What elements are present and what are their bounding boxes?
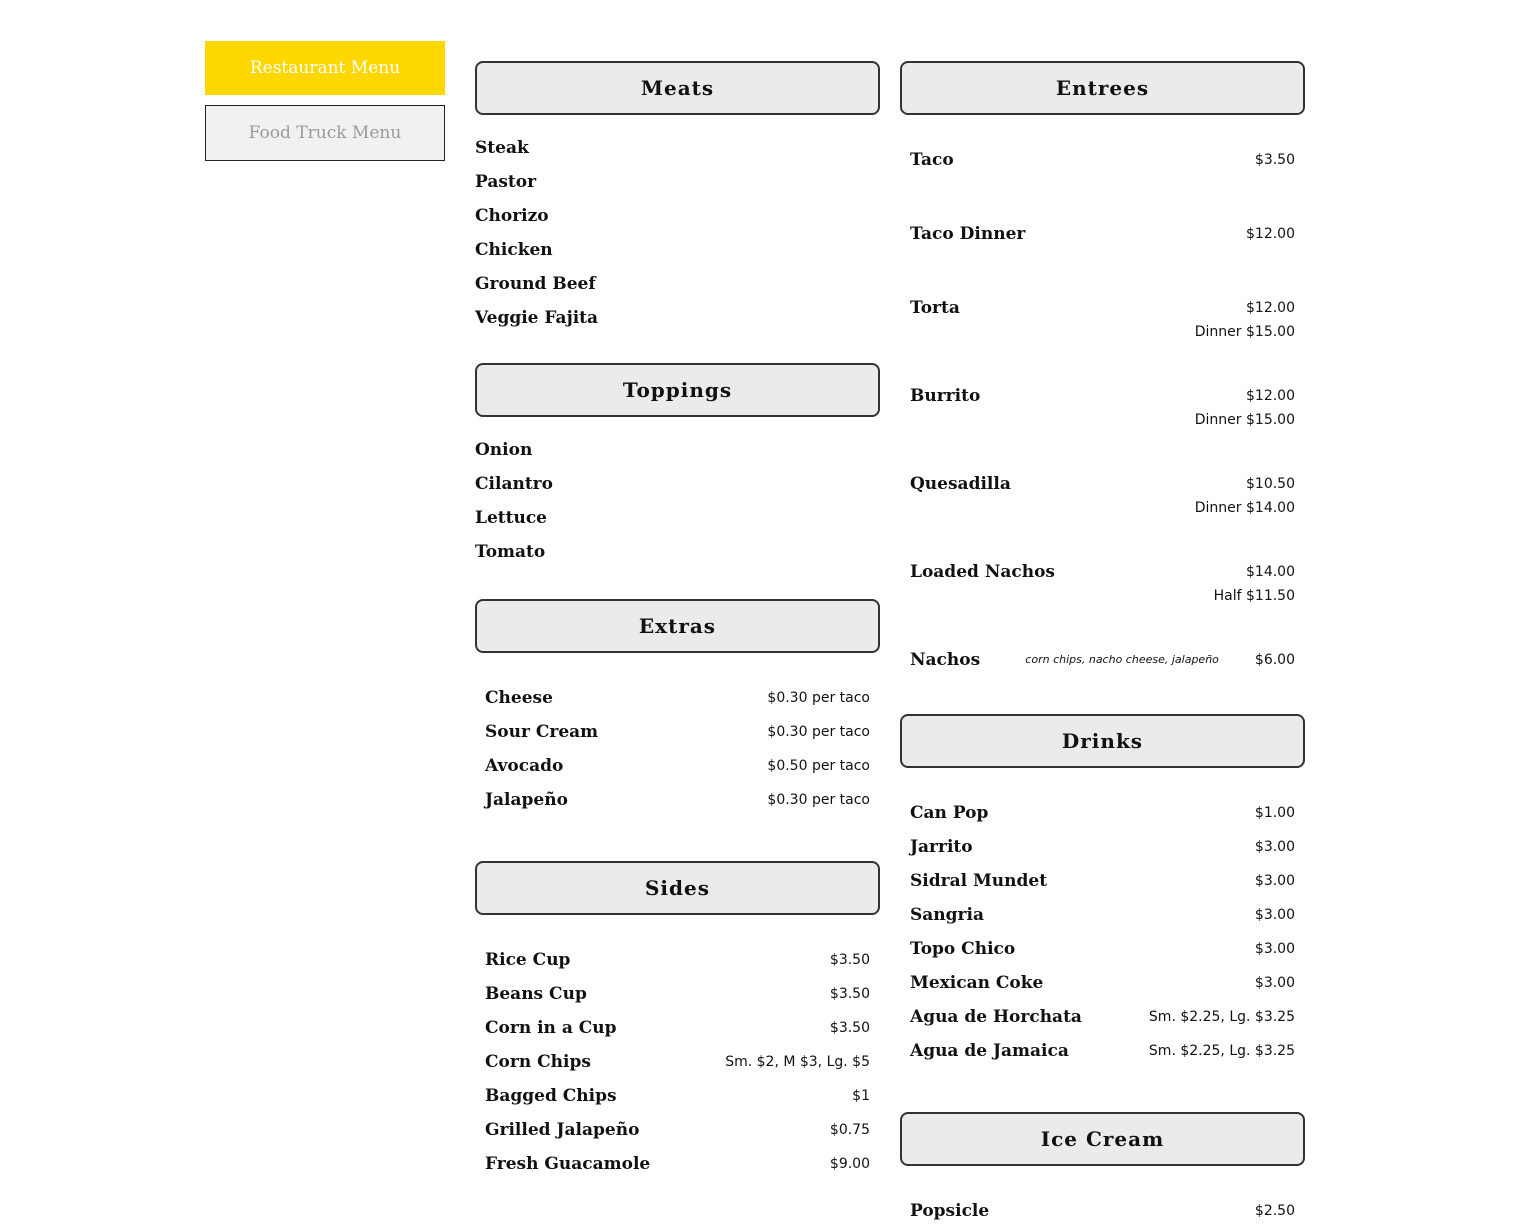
section-header-entrees: Entrees xyxy=(900,61,1305,115)
item-price: Sm. $2.25, Lg. $3.25 xyxy=(1148,1043,1295,1059)
item-secondary-price: Dinner $15.00 xyxy=(1194,412,1295,428)
item-price: $0.30 per taco xyxy=(767,724,870,740)
item-price: $0.50 per taco xyxy=(767,758,870,774)
item-price: $10.50 xyxy=(1246,476,1295,492)
item-name: Corn in a Cup xyxy=(485,1018,617,1038)
item-name: Taco xyxy=(910,150,954,170)
list-item xyxy=(910,966,1295,1000)
item-name: Loaded Nachos xyxy=(910,562,1055,582)
item-name: Agua de Jamaica xyxy=(910,1041,1069,1061)
list-item: Chicken xyxy=(475,240,553,260)
item-name: Burrito xyxy=(910,386,981,406)
item-name: Fresh Guacamole xyxy=(485,1154,651,1174)
meats-list xyxy=(475,135,880,339)
list-item: Chorizo xyxy=(475,206,549,226)
item-price: $9.00 xyxy=(829,1156,870,1172)
ice-cream-list xyxy=(900,1194,1305,1228)
item-name: Nachos xyxy=(910,650,981,670)
list-item: Veggie Fajita xyxy=(475,308,599,328)
list-item xyxy=(910,148,1295,222)
item-name: Torta xyxy=(910,298,960,318)
item-price: $0.30 per taco xyxy=(767,792,870,808)
list-item xyxy=(485,749,870,783)
item-name: Bagged Chips xyxy=(485,1086,617,1106)
list-item xyxy=(485,1147,870,1181)
item-price: $3.00 xyxy=(1254,941,1295,957)
drinks-list xyxy=(900,796,1305,1068)
item-price: $6.00 xyxy=(1254,652,1295,668)
item-name: Quesadilla xyxy=(910,474,1011,494)
section-header-toppings: Toppings xyxy=(475,363,880,417)
menu-tabs xyxy=(205,41,445,161)
list-item xyxy=(485,1113,870,1147)
list-item: Onion xyxy=(475,440,533,460)
list-item xyxy=(485,1045,870,1079)
item-price: $12.00 xyxy=(1246,388,1295,404)
item-name: Avocado xyxy=(485,756,564,776)
item-secondary-price: Dinner $14.00 xyxy=(1194,500,1295,516)
list-item xyxy=(485,977,870,1011)
item-price: $3.50 xyxy=(829,1020,870,1036)
item-prices xyxy=(1195,296,1295,344)
list-item xyxy=(910,384,1295,472)
list-item xyxy=(910,796,1295,830)
item-price: $2.50 xyxy=(1254,1203,1295,1219)
item-prices xyxy=(1214,560,1295,608)
tab-food-truck-menu[interactable]: Food Truck Menu xyxy=(205,105,445,161)
toppings-list xyxy=(475,437,880,573)
list-item: Pastor xyxy=(475,172,537,192)
item-name: Mexican Coke xyxy=(910,973,1044,993)
item-secondary-price: Half $11.50 xyxy=(1213,588,1295,604)
item-price: $3.00 xyxy=(1254,873,1295,889)
section-header-drinks: Drinks xyxy=(900,714,1305,768)
list-item xyxy=(485,681,870,715)
item-name: Jarrito xyxy=(910,837,973,857)
section-header-extras: Extras xyxy=(475,599,880,653)
item-price: $1 xyxy=(852,1088,870,1104)
list-item xyxy=(910,830,1295,864)
item-prices xyxy=(1195,472,1295,520)
section-header-sides: Sides xyxy=(475,861,880,915)
item-price: $14.00 xyxy=(1246,564,1295,580)
section-header-meats: Meats xyxy=(475,61,880,115)
section-header-ice-cream: Ice Cream xyxy=(900,1112,1305,1166)
list-item: Ground Beef xyxy=(475,274,596,294)
item-name: Sidral Mundet xyxy=(910,871,1048,891)
tab-restaurant-menu[interactable]: Restaurant Menu xyxy=(205,41,445,95)
item-name: Sangria xyxy=(910,905,984,925)
list-item xyxy=(485,943,870,977)
item-price: $3.00 xyxy=(1254,839,1295,855)
item-name: Can Pop xyxy=(910,803,989,823)
list-item xyxy=(910,864,1295,898)
list-item xyxy=(910,296,1295,384)
list-item xyxy=(910,472,1295,560)
list-item xyxy=(910,1034,1295,1068)
item-prices xyxy=(1195,384,1295,432)
list-item: Cilantro xyxy=(475,474,553,494)
list-item xyxy=(485,783,870,817)
item-price: $12.00 xyxy=(1246,226,1295,242)
list-item xyxy=(485,1011,870,1045)
item-prices xyxy=(1246,222,1295,246)
item-name: Agua de Horchata xyxy=(910,1007,1082,1027)
item-description: corn chips, nacho cheese, jalapeño xyxy=(1025,653,1219,666)
item-price: $12.00 xyxy=(1246,300,1295,316)
list-item: Lettuce xyxy=(475,508,548,528)
item-price: $3.00 xyxy=(1254,907,1295,923)
item-price: $1.00 xyxy=(1254,805,1295,821)
list-item xyxy=(910,898,1295,932)
item-name: Taco Dinner xyxy=(910,224,1026,244)
item-secondary-price: Dinner $15.00 xyxy=(1194,324,1295,340)
list-item xyxy=(910,1194,1295,1228)
item-prices xyxy=(1255,648,1295,672)
menu-column-left xyxy=(475,61,880,1181)
item-price: $3.50 xyxy=(1254,152,1295,168)
item-name: Popsicle xyxy=(910,1201,990,1221)
list-item xyxy=(910,222,1295,296)
item-name: Beans Cup xyxy=(485,984,587,1004)
list-item: Tomato xyxy=(475,542,546,562)
item-price: Sm. $2, M $3, Lg. $5 xyxy=(725,1054,870,1070)
item-prices xyxy=(1255,148,1295,172)
list-item xyxy=(910,648,1295,714)
item-name: Topo Chico xyxy=(910,939,1016,959)
item-price: Sm. $2.25, Lg. $3.25 xyxy=(1148,1009,1295,1025)
item-name: Cheese xyxy=(485,688,553,708)
item-price: $0.30 per taco xyxy=(767,690,870,706)
item-price: $0.75 xyxy=(829,1122,870,1138)
item-name: Rice Cup xyxy=(485,950,571,970)
item-name: Jalapeño xyxy=(485,790,568,810)
item-name: Sour Cream xyxy=(485,722,599,742)
item-price: $3.00 xyxy=(1254,975,1295,991)
list-item xyxy=(485,715,870,749)
item-price: $3.50 xyxy=(829,986,870,1002)
list-item xyxy=(485,1079,870,1113)
menu-column-right xyxy=(900,61,1305,1228)
item-name: Corn Chips xyxy=(485,1052,591,1072)
list-item: Steak xyxy=(475,138,529,158)
list-item xyxy=(910,1000,1295,1034)
item-price: $3.50 xyxy=(829,952,870,968)
sides-list xyxy=(475,943,880,1181)
item-name: Grilled Jalapeño xyxy=(485,1120,640,1140)
entrees-list xyxy=(900,148,1305,714)
list-item xyxy=(910,932,1295,966)
extras-list xyxy=(475,681,880,817)
list-item xyxy=(910,560,1295,648)
